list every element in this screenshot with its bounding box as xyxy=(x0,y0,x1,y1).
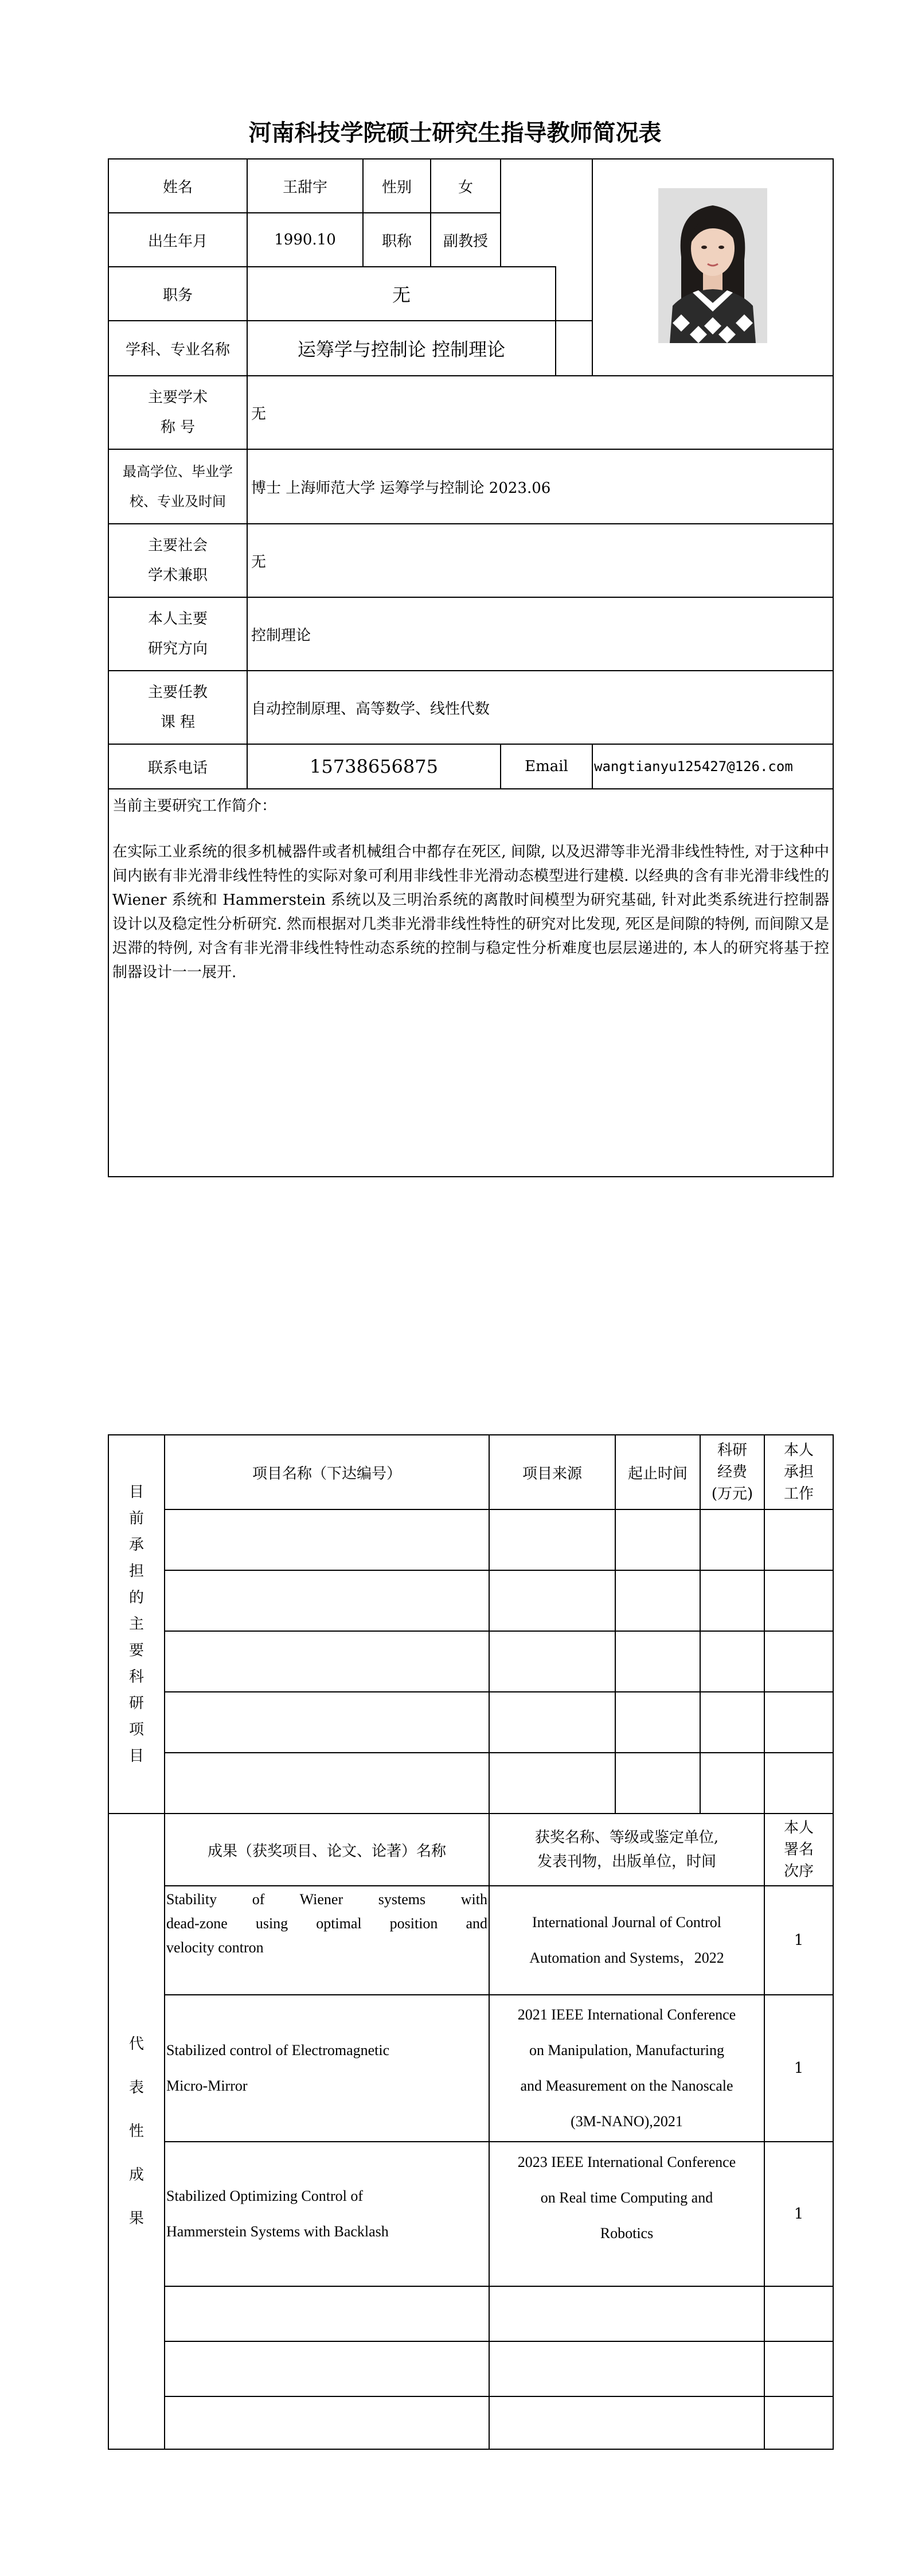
research-label xyxy=(108,597,247,671)
courses-label xyxy=(108,671,247,744)
project-row xyxy=(108,1509,833,1570)
role-header-line: 承担 xyxy=(783,1464,814,1481)
achievement-row xyxy=(108,1995,833,2142)
project-cell xyxy=(489,1753,615,1814)
blank-cell xyxy=(501,159,592,213)
achievement-title-line: Stabilized Optimizing Control of xyxy=(166,2188,364,2204)
achievement-order: 1 xyxy=(764,2142,833,2286)
portrait-photo xyxy=(658,188,767,343)
funding-header-line: 经费 xyxy=(717,1464,747,1481)
projects-side-label xyxy=(108,1435,165,1814)
courses-label-line: 课 程 xyxy=(160,714,196,731)
project-cell xyxy=(489,1692,615,1753)
achievement-title-line: dead-zone using optimal position and xyxy=(166,1915,487,1932)
social-label xyxy=(108,524,247,597)
achievement-cell xyxy=(165,2396,489,2449)
title-value: 副教授 xyxy=(431,213,501,267)
side-char: 果 xyxy=(128,2210,144,2227)
side-char: 前 xyxy=(128,1510,144,1527)
side-char: 主 xyxy=(128,1616,144,1633)
achievement-row xyxy=(108,2341,833,2396)
name-value: 王甜宇 xyxy=(247,159,363,213)
project-name-header: 项目名称（下达编号） xyxy=(165,1435,489,1509)
blank-cell xyxy=(501,213,592,267)
photo-cell xyxy=(592,159,833,376)
achievement-venue-line: (3M-NANO),2021 xyxy=(571,2113,683,2130)
project-cell xyxy=(615,1692,700,1753)
project-cell xyxy=(700,1692,764,1753)
achievement-cell xyxy=(489,2286,764,2341)
position-label: 职务 xyxy=(108,267,247,321)
projects-achievements-table xyxy=(108,1434,834,2450)
achievement-venue-line: and Measurement on the Nanoscale xyxy=(520,2077,733,2094)
profile-table xyxy=(108,158,834,1177)
project-cell xyxy=(165,1692,489,1753)
achievement-row xyxy=(108,2286,833,2341)
funding-header-line: 科研 xyxy=(717,1442,747,1459)
achievement-venue-header xyxy=(489,1814,764,1886)
venue-header-line: 发表刊物，出版单位，时间 xyxy=(537,1853,716,1870)
academic-title-label-line: 称 号 xyxy=(160,419,196,436)
side-char: 表 xyxy=(128,2079,144,2096)
birth-value: 1990.10 xyxy=(247,213,363,267)
achievement-title xyxy=(165,1995,489,2142)
project-cell xyxy=(764,1631,833,1692)
achievement-venue xyxy=(489,2142,764,2286)
side-char: 目 xyxy=(128,1484,144,1501)
side-char: 承 xyxy=(128,1536,144,1554)
project-cell xyxy=(700,1631,764,1692)
research-label-line: 研究方向 xyxy=(147,640,208,657)
achievement-cell xyxy=(489,2341,764,2396)
position-value: 无 xyxy=(247,267,556,321)
discipline-value: 运筹学与控制论 控制理论 xyxy=(247,321,556,376)
degree-value: 博士 上海师范大学 运筹学与控制论 2023.06 xyxy=(247,449,833,524)
achievements-side-label xyxy=(108,1814,165,2449)
blank-cell xyxy=(556,267,592,321)
social-label-line: 主要社会 xyxy=(147,537,208,554)
project-cell xyxy=(165,1631,489,1692)
side-char: 科 xyxy=(128,1668,144,1686)
achievement-cell xyxy=(764,2286,833,2341)
side-char: 担 xyxy=(128,1563,144,1580)
research-summary xyxy=(108,789,833,1177)
social-label-line: 学术兼职 xyxy=(147,567,208,584)
email-label: Email xyxy=(501,744,592,789)
project-period-header: 起止时间 xyxy=(615,1435,700,1509)
achievement-title-line: Micro-Mirror xyxy=(166,2077,248,2094)
email-value: wangtianyu125427@126.com xyxy=(592,744,833,789)
achievement-title-line: velocity contron xyxy=(166,1939,264,1956)
achievement-row xyxy=(108,2396,833,2449)
academic-title-label xyxy=(108,376,247,449)
side-char: 成 xyxy=(128,2166,144,2184)
achievement-cell xyxy=(165,2286,489,2341)
project-cell xyxy=(764,1509,833,1570)
achievement-venue-line: 2021 IEEE International Conference xyxy=(517,2006,736,2023)
order-header-line: 本人 xyxy=(783,1819,814,1836)
project-cell xyxy=(165,1753,489,1814)
project-source-header: 项目来源 xyxy=(489,1435,615,1509)
academic-title-value: 无 xyxy=(247,376,833,449)
project-cell xyxy=(165,1570,489,1631)
project-cell xyxy=(615,1509,700,1570)
summary-label: 当前主要研究工作简介： xyxy=(112,797,277,815)
achievement-venue-line: Automation and Systems，2022 xyxy=(529,1949,724,1966)
achievement-venue-line: Robotics xyxy=(600,2225,654,2242)
project-cell xyxy=(489,1509,615,1570)
project-cell xyxy=(165,1509,489,1570)
achievement-cell xyxy=(489,2396,764,2449)
achievement-name-header: 成果（获奖项目、论文、论著）名称 xyxy=(165,1814,489,1886)
achievement-order: 1 xyxy=(764,1886,833,1995)
order-header-line: 次序 xyxy=(783,1863,814,1880)
project-cell xyxy=(489,1631,615,1692)
side-char: 项 xyxy=(128,1721,144,1738)
side-char: 要 xyxy=(128,1642,144,1659)
project-cell xyxy=(615,1753,700,1814)
achievement-venue xyxy=(489,1995,764,2142)
gender-label: 性别 xyxy=(363,159,431,213)
discipline-label: 学科、专业名称 xyxy=(108,321,247,376)
project-cell xyxy=(700,1753,764,1814)
role-header-line: 工作 xyxy=(783,1485,814,1503)
summary-text: 在实际工业系统的很多机械器件或者机械组合中都存在死区, 间隙, 以及迟滞等非光滑非线性特性, 对于这种中间内嵌有非光滑非线性特性的实际对象可利用非线性非光滑动态模型进行建模. 以经典的含有非光滑非线性的 Wiener 系统和 Hammerstein 系统以及三明治系统的离散时间模型为研究基础, 针对此类系统进行控制器设计以及稳定性分析研究. 然而根据对几类非光滑非线性特性的研究对比发现, 死区是间隙的特例, 而间隙又是迟滞的特例, 对含有非光滑非线性特性动态系统的控制与稳定性分析难度也层层递进的, 本人的研究将基于控制器设计一一展开. xyxy=(112,843,829,981)
project-row xyxy=(108,1570,833,1631)
achievement-venue-line: on Manipulation, Manufacturing xyxy=(529,2042,725,2059)
project-row xyxy=(108,1631,833,1692)
gender-value: 女 xyxy=(431,159,501,213)
funding-header-line: (万元) xyxy=(711,1485,753,1503)
achievement-venue-line: International Journal of Control xyxy=(532,1914,721,1931)
project-cell xyxy=(764,1570,833,1631)
project-role-header xyxy=(764,1435,833,1509)
side-char: 性 xyxy=(128,2123,144,2140)
achievement-venue-line: 2023 IEEE International Conference xyxy=(517,2154,736,2170)
project-row xyxy=(108,1753,833,1814)
degree-label-line: 最高学位、毕业学 xyxy=(123,464,233,480)
side-char: 的 xyxy=(128,1589,144,1606)
side-char: 代 xyxy=(128,2036,144,2053)
achievement-title xyxy=(165,1886,489,1995)
achievement-title-line: Stabilized control of Electromagnetic xyxy=(166,2042,390,2059)
achievement-row xyxy=(108,1886,833,1995)
achievement-title-line: Stability of Wiener systems with xyxy=(166,1891,487,1908)
form-title: 河南科技学院硕士研究生指导教师简况表 xyxy=(248,120,662,146)
birth-label: 出生年月 xyxy=(108,213,247,267)
phone-value: 15738656875 xyxy=(247,744,501,789)
social-value: 无 xyxy=(247,524,833,597)
degree-label-line: 校、专业及时间 xyxy=(130,493,226,509)
courses-label-line: 主要任教 xyxy=(147,684,208,701)
achievement-order-header xyxy=(764,1814,833,1886)
achievement-cell xyxy=(165,2341,489,2396)
achievement-order: 1 xyxy=(764,1995,833,2142)
phone-label: 联系电话 xyxy=(108,744,247,789)
project-cell xyxy=(615,1631,700,1692)
project-funding-header xyxy=(700,1435,764,1509)
project-row xyxy=(108,1692,833,1753)
achievement-title xyxy=(165,2142,489,2286)
achievement-cell xyxy=(764,2396,833,2449)
project-cell xyxy=(615,1570,700,1631)
order-header-line: 署名 xyxy=(783,1841,814,1858)
portrait-image xyxy=(658,188,767,343)
achievement-title-line: Hammerstein Systems with Backlash xyxy=(166,2223,389,2240)
courses-value: 自动控制原理、高等数学、线性代数 xyxy=(247,671,833,744)
degree-label xyxy=(108,449,247,524)
research-label-line: 本人主要 xyxy=(147,610,208,628)
project-cell xyxy=(700,1509,764,1570)
role-header-line: 本人 xyxy=(783,1442,814,1459)
title-label: 职称 xyxy=(363,213,431,267)
research-value: 控制理论 xyxy=(247,597,833,671)
achievement-venue-line: on Real time Computing and xyxy=(540,2189,713,2206)
academic-title-label-line: 主要学术 xyxy=(147,389,208,406)
achievement-row xyxy=(108,2142,833,2286)
project-cell xyxy=(489,1570,615,1631)
project-cell xyxy=(764,1692,833,1753)
side-char: 目 xyxy=(128,1748,144,1765)
name-label: 姓名 xyxy=(108,159,247,213)
side-char: 研 xyxy=(128,1695,144,1712)
blank-cell xyxy=(556,321,592,376)
achievement-cell xyxy=(764,2341,833,2396)
project-cell xyxy=(764,1753,833,1814)
venue-header-line: 获奖名称、等级或鉴定单位, xyxy=(534,1829,719,1846)
project-cell xyxy=(700,1570,764,1631)
achievement-venue xyxy=(489,1886,764,1995)
